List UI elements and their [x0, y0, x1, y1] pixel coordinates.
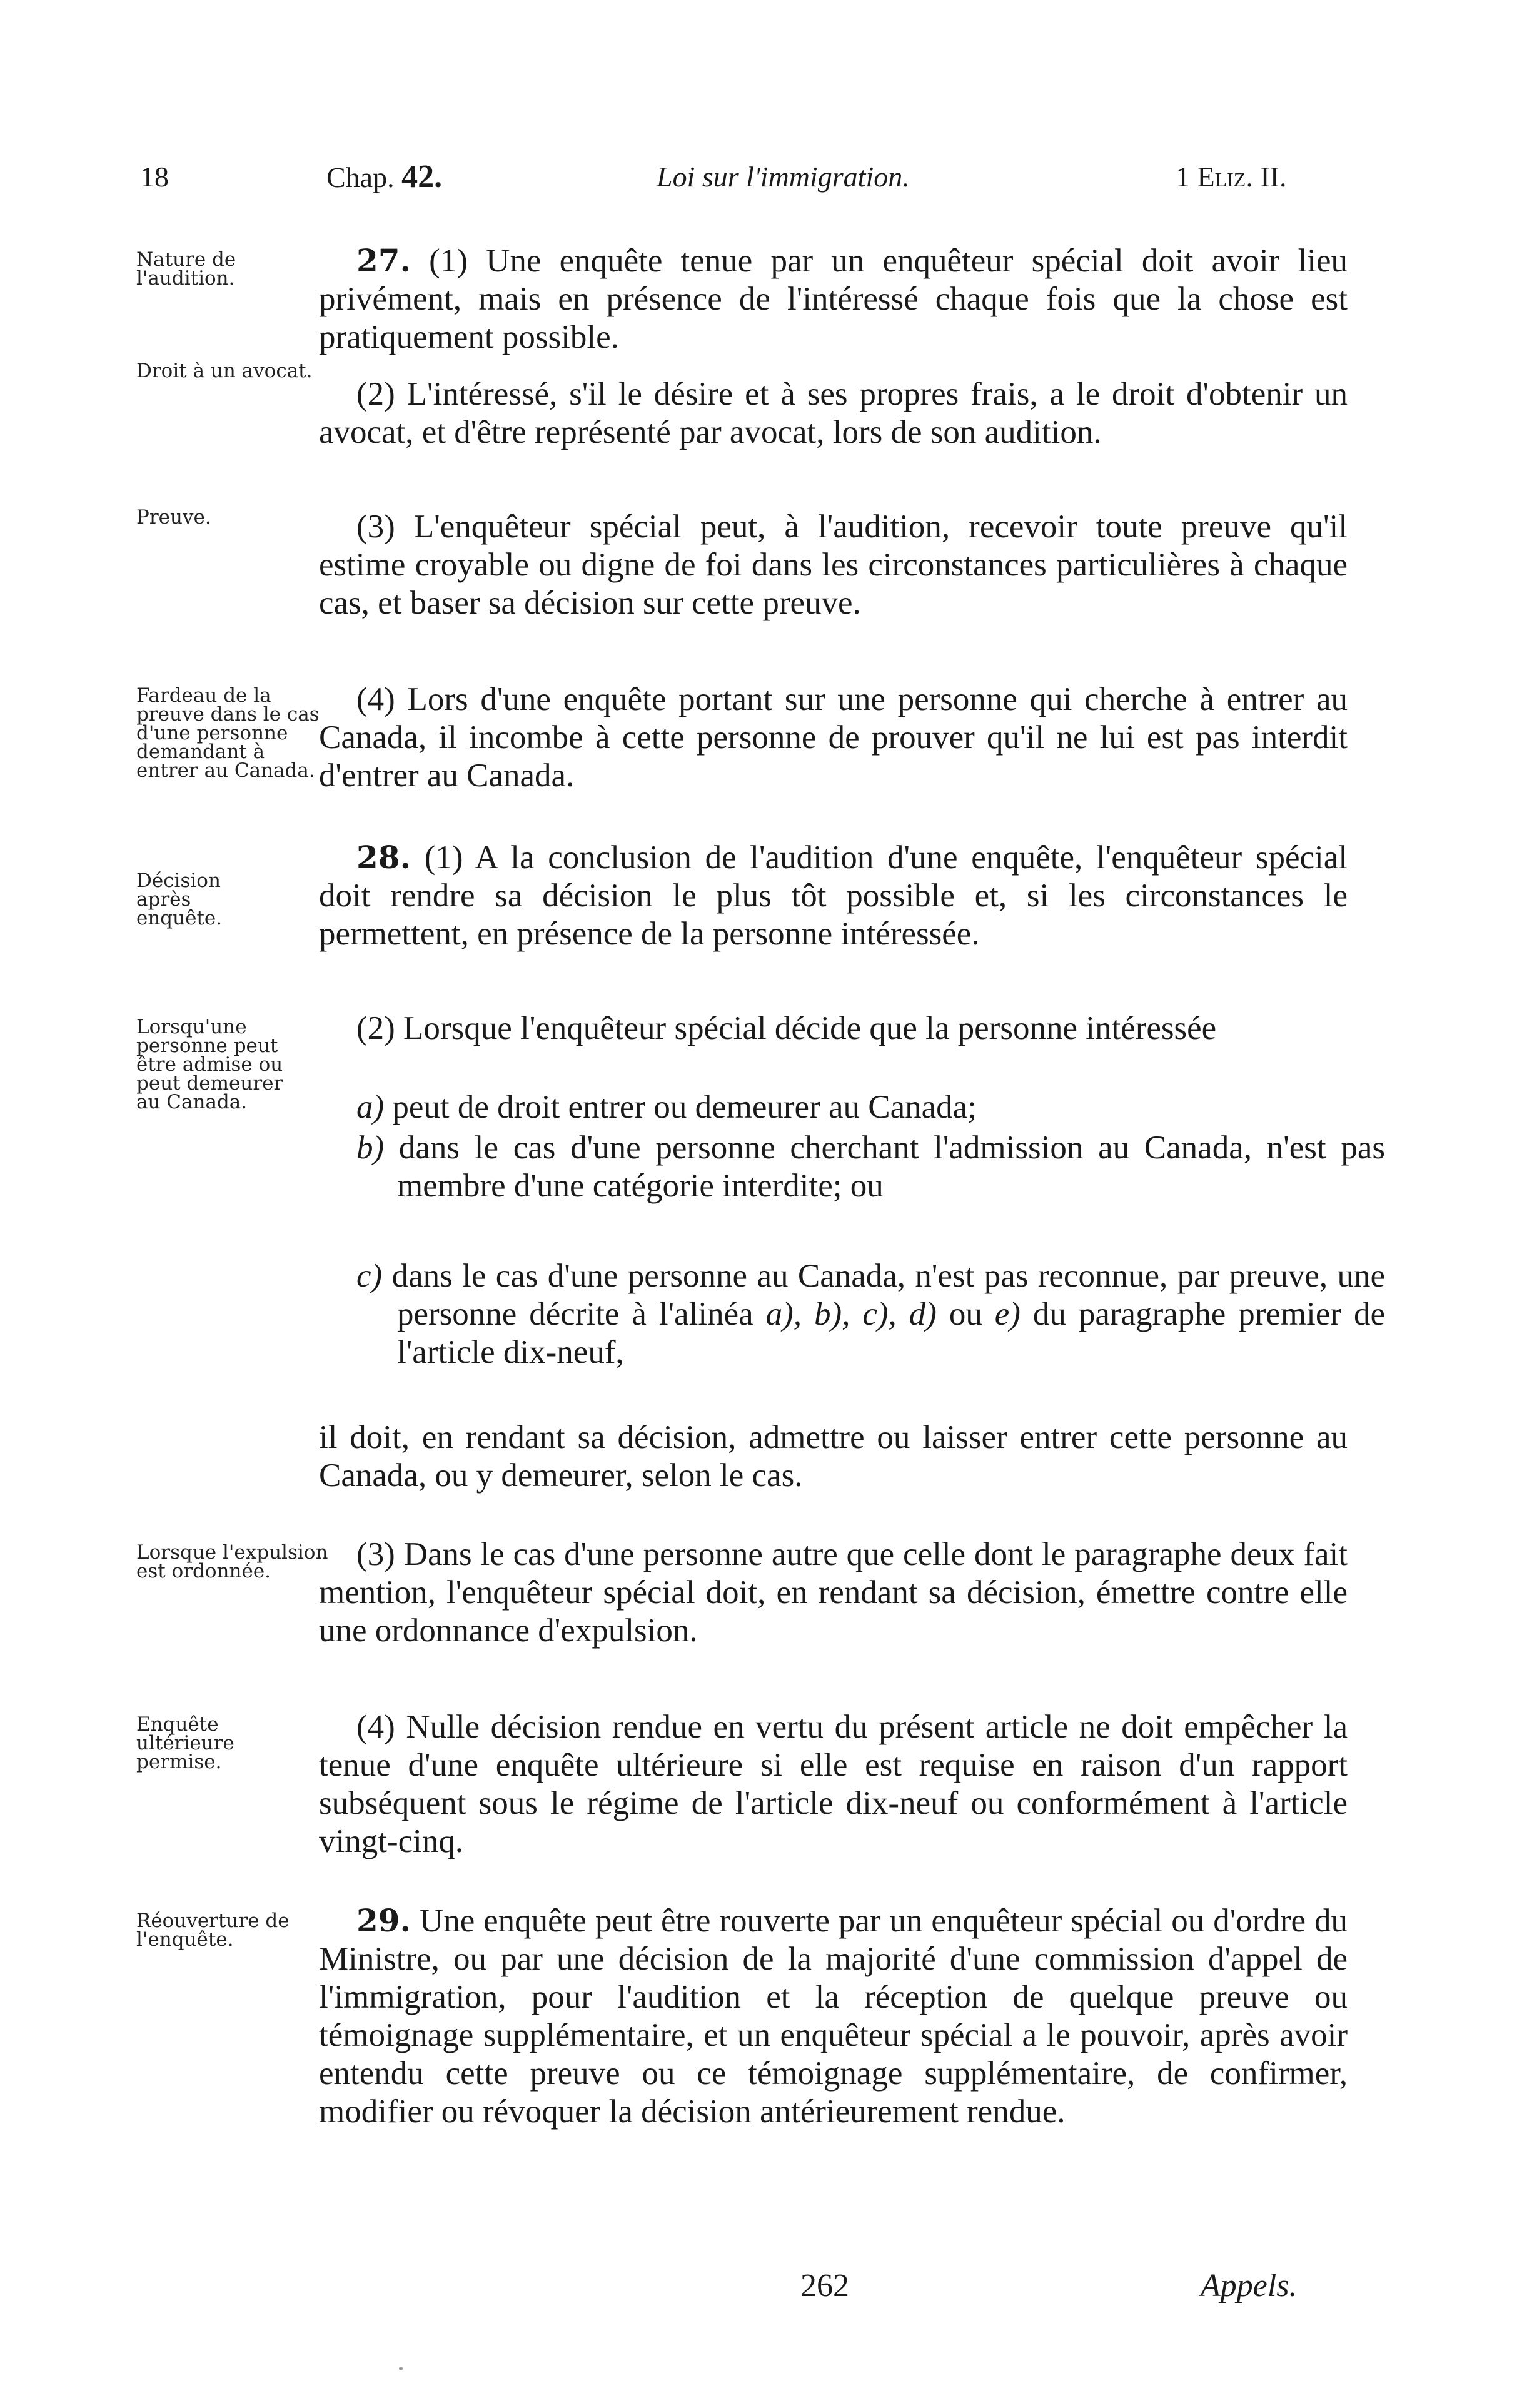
section-28-subsection-2-close: il doit, en rendant sa décision, admettre ou laisser entrer cette personne au Canada, ou y demeurer, selon le cas.	[319, 1419, 1348, 1494]
paragraph-text: (1) Une enquête tenue par un enquêteur spécial doit avoir lieu privément, mais en présence de l'intéressé chaque fois que la chose est pratiquement possible.	[319, 243, 1348, 355]
section-28-subsection-3: (3) Dans le cas d'une personne autre que celle dont le paragraphe deux fait mention, l'enquêteur spécial doit, en rendant sa décision, émettre contre elle une ordonnance d'expulsion.	[319, 1536, 1348, 1649]
margin-note: Lorsque l'expulsion est ordonnée.	[136, 1541, 328, 1582]
item-label: a)	[356, 1089, 385, 1125]
chapter-number: 42.	[401, 159, 443, 195]
section-number: 29.	[356, 1902, 411, 1939]
list-item-b	[356, 1129, 1385, 1205]
section-27-subsection-3: (3) L'enquêteur spécial peut, à l'audition, recevoir toute preuve qu'il estime croyable ou digne de foi dans les circonstances particulières à chaque cas, et baser sa décision sur cette preuve.	[319, 508, 1348, 621]
item-text: peut de droit entrer ou demeurer au Canada;	[392, 1089, 977, 1125]
footer-page-number: 262	[800, 2268, 849, 2304]
section-28-subsection-2-intro: (2) Lorsque l'enquêteur spécial décide que la personne intéressée	[356, 1010, 1217, 1046]
margin-note: Droit à un avocat.	[136, 360, 313, 382]
paragraph-references: a), b), c), d)	[765, 1296, 937, 1332]
margin-note: Décision après enquête.	[136, 869, 223, 929]
paragraph-text: (1) A la conclusion de l'audition d'une enquête, l'enquêteur spécial doit rendre sa décision le plus tôt possible et, si les circonstances le permettent, en présence de la personne intéressée.	[319, 839, 1348, 952]
margin-note: Réouverture de l'enquête.	[136, 1910, 290, 1951]
item-text: dans le cas d'une personne cherchant l'admission au Canada, n'est pas membre d'une catégorie interdite; ou	[397, 1130, 1385, 1204]
section-27-subsection-4: (4) Lors d'une enquête portant sur une personne qui cherche à entrer au Canada, il incombe à cette personne de prouver qu'il ne lui est pas interdit d'entrer au Canada.	[319, 681, 1348, 794]
section-number: 28.	[356, 839, 411, 876]
margin-note: Enquête ultérieure permise.	[136, 1713, 234, 1773]
paragraph-reference: e)	[994, 1296, 1021, 1332]
item-label: c)	[356, 1258, 383, 1294]
page-number: 18	[140, 161, 169, 193]
regnal-year: 1 Eliz. II.	[1176, 161, 1287, 193]
margin-note: Fardeau de la preuve dans le cas d'une personne demandant à entrer au Canada.	[136, 684, 320, 782]
section-28-subsection-1	[319, 838, 1348, 953]
item-text: du paragraphe premier de l'article dix-neuf,	[397, 1296, 1385, 1370]
section-28-subsection-4: (4) Nulle décision rendue en vertu du présent article ne doit empêcher la tenue d'une enquête ultérieure si elle est requise en raison d'un rapport subséquent sous le régime de l'article dix-neuf ou conformément à l'article vingt-cinq.	[319, 1709, 1348, 1859]
paragraph-text: Une enquête peut être rouverte par un enquêteur spécial ou d'ordre du Ministre, ou par une décision de la majorité d'une commission d'appel de l'immigration, pour l'audition et la réception de quelque preuve ou témoignage supplémentaire, et un enquêteur spécial a le pouvoir, après avoir entendu cette preuve ou ce témoignage supplémentaire, de confirmer, modifier ou révoquer la décision antérieurement rendue.	[319, 1903, 1348, 2130]
item-label: b)	[356, 1130, 385, 1166]
section-27-subsection-2: (2) L'intéressé, s'il le désire et à ses propres frais, a le droit d'obtenir un avocat, et d'être représenté par avocat, lors de son audition.	[319, 376, 1348, 450]
item-text: dans le cas d'une personne au Canada, n'est pas reconnue, par preuve, une personne décrite à l'alinéa	[391, 1258, 1386, 1332]
conjunction: ou	[949, 1296, 982, 1332]
section-27-subsection-1	[319, 241, 1348, 357]
chapter-label: Chap.	[326, 161, 395, 193]
chapter-reference	[326, 159, 442, 195]
list-item-a	[356, 1088, 1385, 1126]
act-title: Loi sur l'immigration.	[657, 161, 910, 193]
section-number: 27.	[356, 242, 411, 279]
list-item-c	[356, 1257, 1385, 1372]
catchword: Appels.	[1201, 2268, 1298, 2304]
print-speck	[399, 2367, 403, 2370]
margin-note: Nature de l'audition.	[136, 248, 236, 290]
margin-note: Lorsqu'une personne peut être admise ou peut demeurer au Canada.	[136, 1016, 283, 1113]
section-29	[319, 1901, 1348, 2131]
margin-note: Preuve.	[136, 506, 211, 529]
